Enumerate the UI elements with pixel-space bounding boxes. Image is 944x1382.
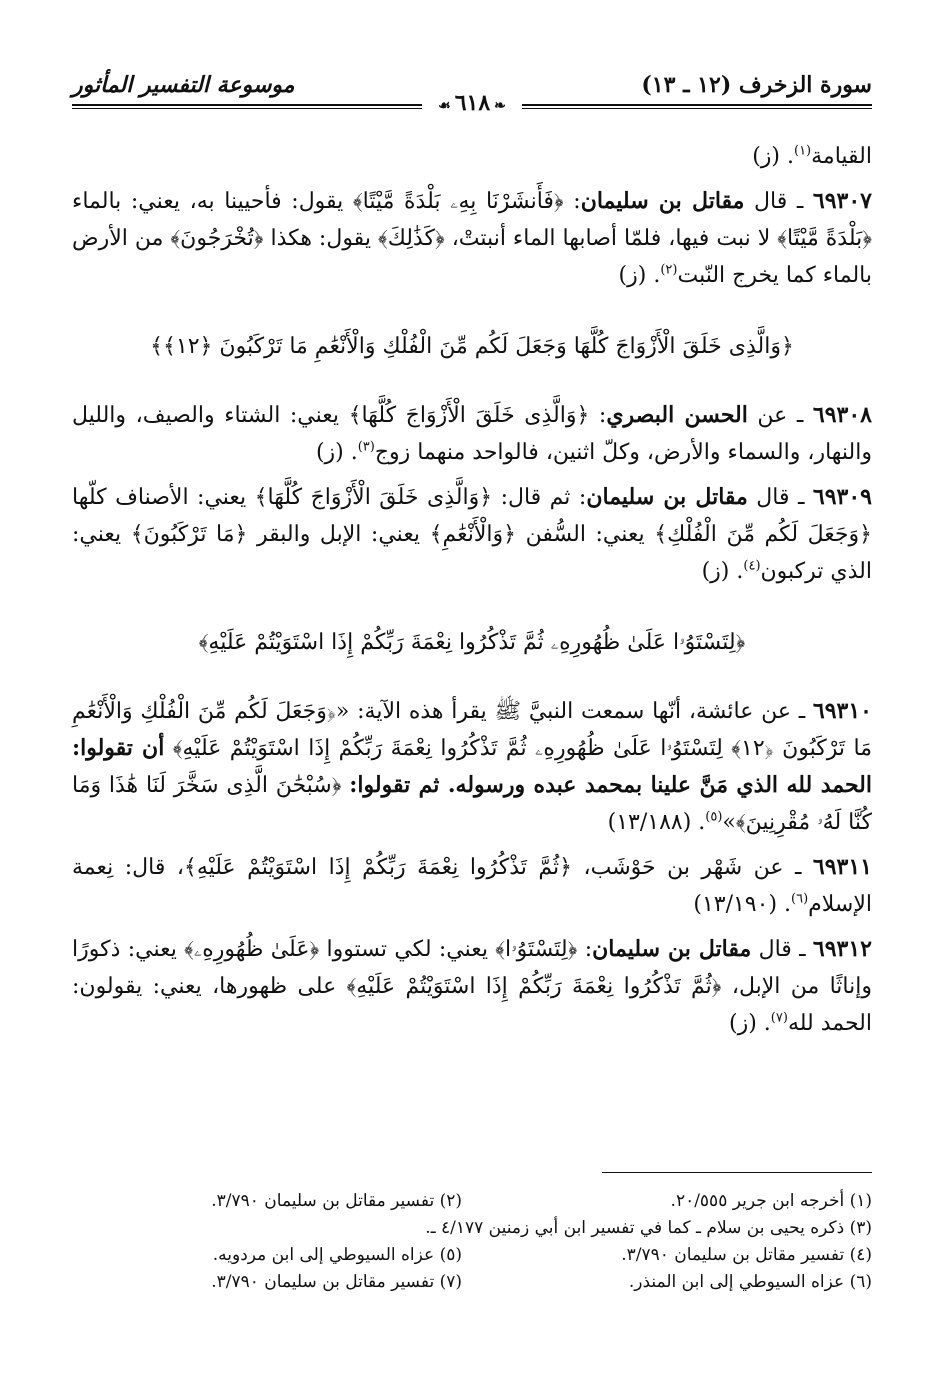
- para-tail: . (ز): [701, 559, 744, 584]
- narration-69308: [72, 397, 872, 471]
- narration-number: ٦٩٣٠٩: [812, 484, 872, 510]
- para-text: : ﴿فَأَنشَرْنَا بِهِۦ بَلْدَةً مَّيْتًا﴾ يقول: فأحيينا به، يعني: بالماء ﴿بَلْدَةً مَّيْتًا﴾ لا نبت فيها، فلمّا أصابها الماء أنبتتْ، ﴿كَذَٰلِكَ﴾ يقول: هكذا ﴿تُخْرَجُونَ﴾ من الأرض بالماء كما يخرج النّبت: [72, 189, 872, 288]
- footnote-6: (٦) عزاه السيوطي إلى ابن المنذر.: [628, 1272, 872, 1292]
- para-tail: . (ز): [618, 263, 661, 288]
- narrator-name: مقاتل بن سليمان: [586, 484, 748, 510]
- narration-number: ٦٩٣١١: [812, 854, 872, 880]
- narration-69307: [72, 183, 872, 294]
- page-number-text: ٦١٨: [454, 90, 491, 116]
- para-tail: . (١٣/١٨٨): [607, 810, 706, 835]
- footnote-1: (١) أخرجه ابن جرير ٢٠/٥٥٥.: [670, 1191, 872, 1211]
- footnote-3: (٣) ذكره يحيى بن سلام ـ كما في تفسير ابن أبي زمنين ٤/١٧٧ ـ.: [425, 1218, 872, 1238]
- footnote-ref[interactable]: (٦): [791, 891, 809, 907]
- footnote-ref[interactable]: (٣): [357, 439, 375, 455]
- narration-69311: [72, 849, 872, 923]
- book-title: موسوعة التفسير المأثور: [72, 72, 295, 98]
- para-pre: ـ عن عائشة، أنّها سمعت النبيَّ ﷺ يقرأ هذه الآية: «﴿وَجَعَلَ لَكُم مِّنَ الْفُلْكِ وَالْأَنْعَٰمِ مَا تَرْكَبُونَ ﴿١٢﴾ لِتَسْتَوُۥا عَلَىٰ ظُهُورِهِۦ ثُمَّ تَذْكُرُوا نِعْمَةَ رَبِّكُمْ إِذَا اسْتَوَيْتُمْ عَلَيْهِ﴾: [72, 699, 872, 761]
- para-tail: . (ز): [752, 144, 794, 169]
- para-tail: . (ز): [729, 1011, 771, 1036]
- narrator-name: مقاتل بن سليمان: [592, 936, 752, 962]
- para-pre: ـ قال: [744, 189, 813, 214]
- verse-12: ﴿وَالَّذِى خَلَقَ الْأَزْوَاجَ كُلَّهَا وَجَعَلَ لَكُم مِّنَ الْفُلْكِ وَالْأَنْعَٰمِ مَا تَرْكَبُونَ ﴿١٢﴾﴾: [150, 334, 794, 359]
- footnote-row: [72, 1215, 872, 1242]
- footnote-row: [72, 1269, 872, 1296]
- main-text: [72, 138, 872, 1042]
- footnote-4: (٤) تفسير مقاتل بن سليمان ٣/٧٩٠.: [621, 1245, 872, 1265]
- para-text: ﴿سُبْحَٰنَ الَّذِى سَخَّرَ لَنَا هَٰذَا وَمَا كُنَّا لَهُۥ مُقْرِنِينَ﴾»: [72, 773, 872, 835]
- para-tail: . (ز): [315, 440, 358, 465]
- narrator-name: مقاتل بن سليمان: [580, 188, 745, 214]
- para-pre: ـ قال: [747, 485, 813, 510]
- narration-69310: [72, 693, 872, 841]
- para-text: القيامة: [811, 144, 872, 169]
- page-number-wrap: [72, 90, 872, 116]
- ornament-icon: ❧: [494, 98, 506, 114]
- footnote-row: [72, 1242, 872, 1269]
- para-text: : ﴿لِتَسْتَوُۥا﴾ يعني: لكي تستووا ﴿عَلَىٰ ظُهُورِهِۦ﴾ يعني: ذكورًا وإناثًا من الإبل، ﴿ثُمَّ تَذْكُرُوا نِعْمَةَ رَبِّكُمْ إِذَا اسْتَوَيْتُمْ عَلَيْهِ﴾ على ظهورها، يعني: يقولون: الحمد لله: [72, 937, 872, 1036]
- para-tail: . (١٣/١٩٠): [693, 892, 792, 917]
- narration-number: ٦٩٣٠٨: [812, 402, 872, 428]
- page: [72, 0, 872, 1382]
- para-pre: ـ عن: [747, 403, 813, 428]
- footnote-separator: [602, 1172, 872, 1173]
- narrator-name: الحسن البصري: [606, 402, 748, 428]
- narration-number: ٦٩٣٠٧: [812, 188, 872, 214]
- narration-number: ٦٩٣١٠: [812, 698, 872, 724]
- narration-69309: [72, 479, 872, 590]
- footnote-ref[interactable]: (٢): [660, 262, 678, 278]
- verse-13: ﴿لِتَسْتَوُۥا عَلَىٰ ظُهُورِهِۦ ثُمَّ تَذْكُرُوا نِعْمَةَ رَبِّكُمْ إِذَا اسْتَوَيْتُمْ عَلَيْهِ﴾: [198, 630, 746, 655]
- ornament-icon: ☙: [438, 98, 451, 114]
- hadith-bold-text: أن تقولوا: الحمد لله الذي مَنَّ علينا بمحمد عبده ورسوله. ثم تقولوا:: [72, 735, 872, 798]
- footnotes: [72, 1188, 872, 1296]
- para-pre: ـ قال: [751, 937, 813, 962]
- footnote-ref[interactable]: (٤): [743, 558, 761, 574]
- surah-title: سورة الزخرف (١٢ ـ ١٣): [641, 72, 872, 98]
- paragraph-continuation: [72, 138, 872, 175]
- footnote-ref[interactable]: (٧): [770, 1010, 788, 1026]
- page-number: [422, 90, 522, 116]
- para-text: : ثم قال: ﴿وَالَّذِى خَلَقَ الْأَزْوَاجَ كُلَّهَا﴾ يعني: الأصناف كلّها ﴿وَجَعَلَ لَكُم مِّنَ الْفُلْكِ﴾ يعني: السُّفن ﴿وَالْأَنْعَٰمِ﴾ يعني: الإبل والبقر ﴿مَا تَرْكَبُونَ﴾ يعني: الذي تركبون: [72, 485, 872, 584]
- para-pre: ـ عن شَهْر بن حَوْشَب، ﴿ثُمَّ تَذْكُرُوا نِعْمَةَ رَبِّكُمْ إِذَا اسْتَوَيْتُمْ عَلَيْهِ﴾، قال: نِعمة الإسلام: [72, 855, 872, 917]
- footnote-row: [72, 1188, 872, 1215]
- footnote-5: (٥) عزاه السيوطي إلى ابن مردويه.: [212, 1245, 462, 1265]
- narration-number: ٦٩٣١٢: [812, 936, 872, 962]
- narration-69312: [72, 931, 872, 1042]
- para-text: : ﴿وَالَّذِى خَلَقَ الْأَزْوَاجَ كُلَّهَا﴾ يعني: الشتاء والصيف، والليل والنهار، والسماء والأرض، وكلّ اثنين، فالواحد منهما زوج: [72, 403, 872, 465]
- footnote-2: (٢) تفسير مقاتل بن سليمان ٣/٧٩٠.: [211, 1191, 462, 1211]
- footnote-7: (٧) تفسير مقاتل بن سليمان ٣/٧٩٠.: [211, 1272, 462, 1292]
- footnote-ref[interactable]: (٥): [705, 809, 723, 825]
- footnote-ref[interactable]: (١): [793, 143, 812, 159]
